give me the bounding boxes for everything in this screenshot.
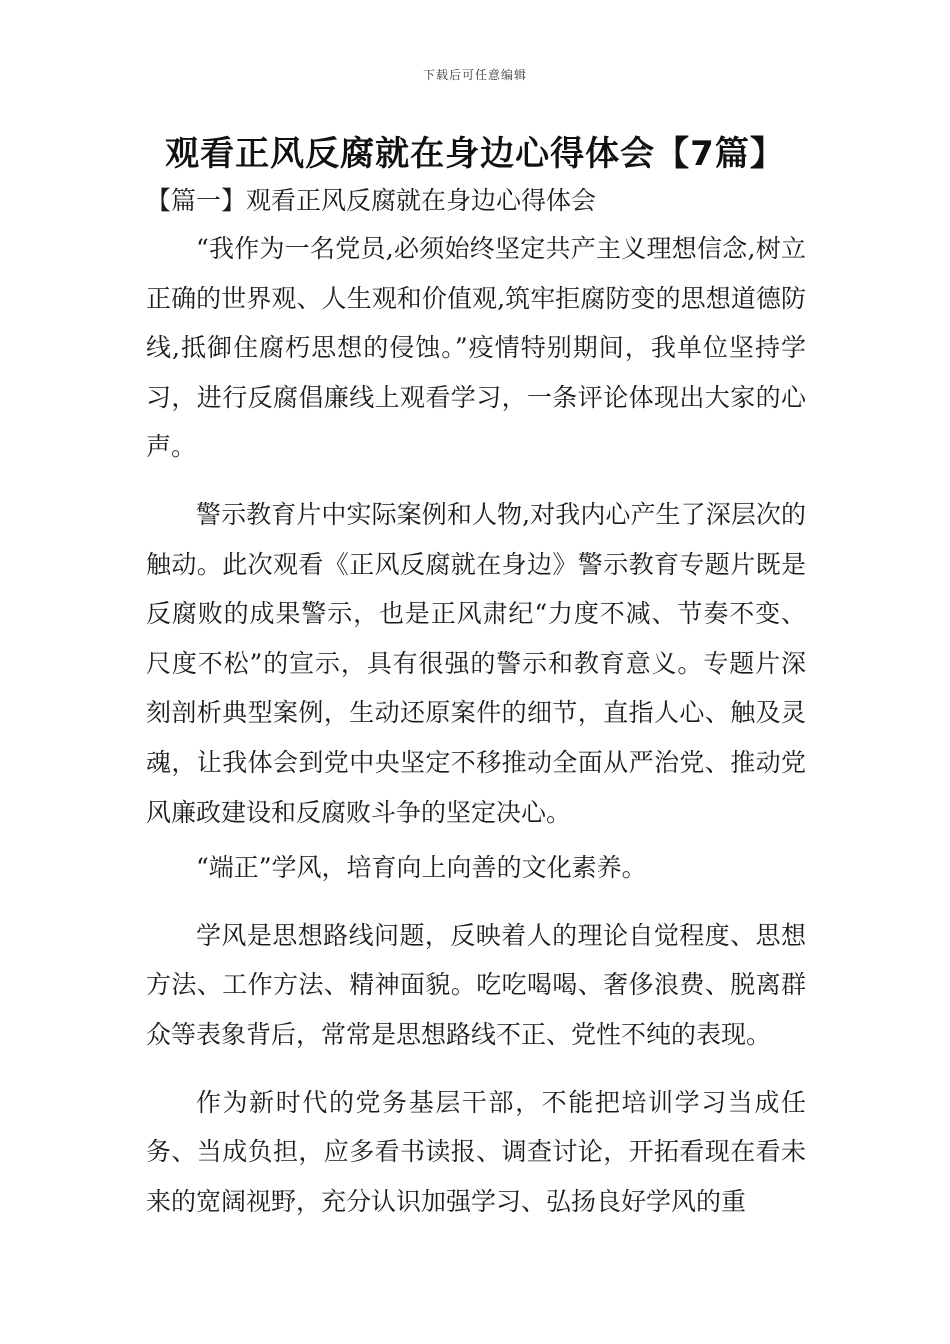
header-note: 下载后可任意编辑: [422, 68, 527, 82]
paragraph-5: 作为新时代的党务基层干部，不能把培训学习当成任务、当成负担，应多看书读报、调查讨论，开拓看现在看未来的宽阔视野，充分认识加强学习、弘扬良好学风的重: [146, 1087, 806, 1216]
paragraph-4: 学风是思想路线问题，反映着人的理论自觉程度、思想方法、工作方法、精神面貌。吃吃喝喝、奢侈浪费、脱离群众等表象背后，常常是思想路线不正、党性不纯的表现。: [146, 920, 806, 1049]
paragraph-1: “我作为一名党员,必须始终坚定共产主义理想信念,树立正确的世界观、人生观和价值观,筑牢拒腐防变的思想道德防线,抵御住腐朽思想的侵蚀。”疫情特别期间，我单位坚持学习，进行反腐倡廉线上观看学习，一条评论体现出大家的心声。: [146, 234, 806, 462]
paragraph-2: 警示教育片中实际案例和人物,对我内心产生了深层次的触动。此次观看《正风反腐就在身边》警示教育专题片既是反腐败的成果警示，也是正风肃纪“力度不减、节奏不变、尺度不松”的宣示，具有很强的警示和教育意义。专题片深刻剖析典型案例，生动还原案件的细节，直指人心、触及灵魂，让我体会到党中央坚定不移推动全面从严治党、推动党风廉政建设和反腐败斗争的坚定决心。: [146, 499, 806, 827]
document-title: 观看正风反腐就在身边心得体会【7篇】: [165, 134, 785, 174]
section-heading: 【篇一】观看正风反腐就在身边心得体会: [146, 186, 597, 215]
paragraph-3: “端正”学风，培育向上向善的文化素养。: [196, 853, 647, 883]
document-body: [146, 224, 806, 1226]
